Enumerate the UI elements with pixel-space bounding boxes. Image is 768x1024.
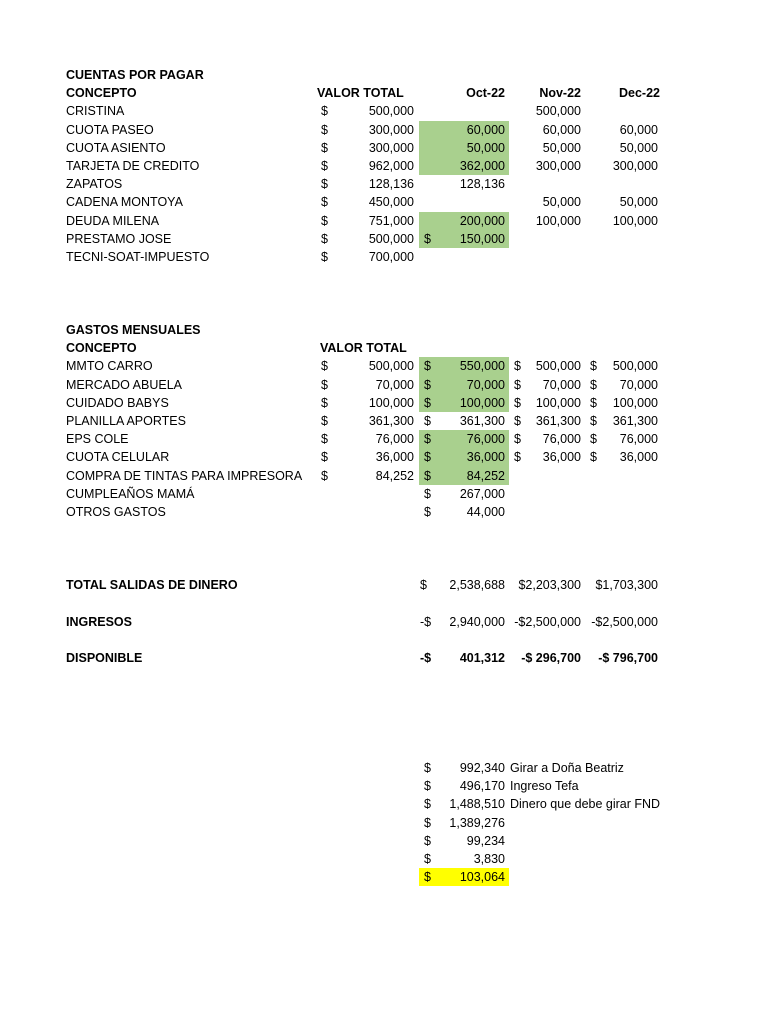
valor-total-value: 70,000 [375,377,414,392]
concept-label: CUOTA ASIENTO [66,140,166,155]
oct-value: 150,000 [459,231,505,246]
header-nov-22: Nov-22 [539,86,581,101]
valor-total-value: 962,000 [368,159,414,173]
extra-value: 1,389,276 [449,815,505,830]
valor-total-value: 751,000 [368,213,414,228]
currency-symbol: $ [424,797,431,812]
nov-value [521,467,581,485]
nov-value [521,485,581,503]
concept-label: MMTO CARRO [66,359,153,374]
oct-value: 70,000 [466,377,505,392]
currency-symbol: $ [321,177,328,192]
header-concepto: CONCEPTO [66,341,137,356]
header-valor-total: VALOR TOTAL [320,341,407,356]
extra-value: 992,340 [459,761,505,775]
extra-note: Girar a Doña Beatriz [510,761,624,775]
currency-symbol: $ [424,833,431,848]
currency-symbol: $ [424,505,431,519]
oct-value: 128,136 [459,177,505,192]
oct-value: 550,000 [459,359,505,374]
dec-value: 50,000 [619,195,658,210]
dec-value [598,485,658,503]
nov-value [501,175,581,193]
currency-symbol: $ [424,870,431,885]
total-nov-value: -$ 296,700 [521,651,581,665]
oct-value: 362,000 [459,159,505,173]
currency-symbol: $ [514,450,521,465]
extra-value: 103,064 [459,870,505,885]
valor-total-value: 500,000 [368,359,414,374]
currency-symbol: $ [424,852,431,866]
total-oct-value: 401,312 [459,651,505,665]
currency-symbol: $ [321,213,328,228]
total-dec-value: -$2,500,000 [591,615,658,629]
currency-symbol: $ [514,359,521,374]
nov-value: 76,000 [542,432,581,447]
valor-total-value: 500,000 [368,231,414,246]
oct-value [425,102,505,120]
valor-total-value: 300,000 [368,140,414,155]
valor-total-value: 700,000 [368,250,414,264]
dec-value [578,248,658,266]
valor-total-value: 361,300 [368,414,414,428]
nov-value: 50,000 [542,195,581,210]
dec-value: 361,300 [612,414,658,428]
currency-symbol: $ [321,104,328,119]
concept-label: CADENA MONTOYA [66,195,183,210]
section-title-cuentas: CUENTAS POR PAGAR [66,68,204,82]
currency-symbol: $ [424,450,431,465]
currency-symbol: $ [424,761,431,775]
total-nov-value: $2,203,300 [518,578,581,592]
currency-symbol: $ [321,231,328,246]
nov-value [501,248,581,266]
oct-value: 44,000 [466,505,505,519]
nov-value: 100,000 [535,395,581,410]
concept-label: MERCADO ABUELA [66,377,183,392]
total-dec-value: -$ 796,700 [598,651,658,665]
nov-value: 50,000 [542,140,581,155]
total-label: INGRESOS [66,615,132,629]
currency-symbol: $ [420,578,427,592]
section-title-gastos: GASTOS MENSUALES [66,323,201,337]
currency-symbol: $ [590,450,597,465]
nov-value: 70,000 [542,377,581,392]
concept-label: DEUDA MILENA [66,213,160,228]
header-valor-total: VALOR TOTAL [317,86,404,101]
oct-value: 36,000 [466,450,505,465]
total-oct-value: 2,940,000 [449,615,505,629]
currency-symbol: -$ [420,651,432,665]
currency-symbol: $ [424,432,431,447]
total-oct-value: 2,538,688 [449,578,505,592]
dec-value: 50,000 [619,140,658,155]
dec-value [598,467,658,485]
currency-symbol: $ [590,432,597,447]
concept-label: EPS COLE [66,432,129,447]
currency-symbol: $ [514,432,521,447]
valor-total-value: 300,000 [368,122,414,137]
header-concepto: CONCEPTO [66,86,137,101]
oct-value: 361,300 [459,414,505,428]
concept-label: COMPRA DE TINTAS PARA IMPRESORA [66,468,303,483]
oct-value: 200,000 [459,213,505,228]
nov-value: 300,000 [535,159,581,173]
currency-symbol: $ [424,815,431,830]
oct-value: 50,000 [466,140,505,155]
oct-value: 84,252 [466,468,505,483]
currency-symbol: $ [424,359,431,374]
dec-value: 300,000 [612,159,658,173]
nov-value: 361,300 [535,414,581,428]
concept-label: OTROS GASTOS [66,505,166,519]
dec-value: 100,000 [612,395,658,410]
currency-symbol: -$ [420,615,432,629]
dec-value: 36,000 [619,450,658,465]
extra-value: 496,170 [459,779,505,794]
valor-total-value: 500,000 [368,104,414,119]
dec-value: 76,000 [619,432,658,447]
concept-label: CUIDADO BABYS [66,395,169,410]
concept-label: PLANILLA APORTES [66,414,186,428]
currency-symbol: $ [424,377,431,392]
nov-value [521,503,581,521]
dec-value [578,230,658,248]
currency-symbol: $ [424,414,431,428]
oct-value [425,248,505,266]
valor-total-value: 76,000 [375,432,414,447]
currency-symbol: $ [514,377,521,392]
nov-value [501,230,581,248]
nov-value: 60,000 [542,122,581,137]
nov-value: 100,000 [535,213,581,228]
oct-value: 100,000 [459,395,505,410]
currency-symbol: $ [424,395,431,410]
concept-label: PRESTAMO JOSE [66,231,172,246]
concept-label: CRISTINA [66,104,125,119]
valor-total-value [334,503,414,521]
total-nov-value: -$2,500,000 [514,615,581,629]
currency-symbol: $ [424,231,431,246]
extra-value: 99,234 [466,833,505,848]
valor-total-value: 100,000 [368,395,414,410]
dec-value: 60,000 [619,122,658,137]
concept-label: CUOTA CELULAR [66,450,170,465]
oct-value: 267,000 [459,486,505,501]
oct-value: 60,000 [466,122,505,137]
concept-label: CUOTA PASEO [66,122,154,137]
dec-value [578,102,658,120]
currency-symbol: $ [321,250,328,264]
total-label: TOTAL SALIDAS DE DINERO [66,578,238,592]
extra-note: Ingreso Tefa [510,779,579,794]
oct-value: 76,000 [466,432,505,447]
dec-value: 70,000 [619,377,658,392]
valor-total-value [334,485,414,503]
concept-label: TECNI-SOAT-IMPUESTO [66,250,210,264]
concept-label: TARJETA DE CREDITO [66,159,200,173]
currency-symbol: $ [590,377,597,392]
extra-value: 3,830 [473,852,505,866]
extra-note: Dinero que debe girar FND [510,797,661,812]
currency-symbol: $ [424,779,431,794]
currency-symbol: $ [514,414,521,428]
header-dec-22: Dec-22 [619,86,660,101]
currency-symbol [321,485,333,503]
currency-symbol [321,503,333,521]
dec-value [578,175,658,193]
valor-total-value: 128,136 [368,177,414,192]
currency-symbol: $ [321,140,328,155]
currency-symbol: $ [321,377,328,392]
dec-value [598,503,658,521]
currency-symbol: $ [321,359,328,374]
currency-symbol: $ [424,486,431,501]
total-label: DISPONIBLE [66,651,143,665]
currency-symbol: $ [321,414,328,428]
valor-total-value: 84,252 [375,468,414,483]
currency-symbol: $ [321,195,328,210]
dec-value: 100,000 [612,213,658,228]
currency-symbol: $ [321,432,328,447]
currency-symbol: $ [321,395,328,410]
currency-symbol: $ [321,468,328,483]
currency-symbol: $ [590,359,597,374]
extra-value: 1,488,510 [449,797,505,812]
currency-symbol: $ [321,450,328,465]
total-dec-value: $1,703,300 [595,578,658,592]
header-oct-22: Oct-22 [466,86,505,101]
oct-value [425,193,505,211]
dec-value: 500,000 [612,359,658,374]
currency-symbol: $ [424,468,431,483]
nov-value: 36,000 [542,450,581,465]
concept-label: CUMPLEAÑOS MAMÁ [66,486,195,501]
nov-value: 500,000 [535,104,581,119]
valor-total-value: 450,000 [368,195,414,210]
concept-label: ZAPATOS [66,177,123,192]
currency-symbol: $ [514,395,521,410]
currency-symbol: $ [590,414,597,428]
nov-value: 500,000 [535,359,581,374]
currency-symbol: $ [321,159,328,173]
currency-symbol: $ [590,395,597,410]
currency-symbol: $ [321,122,328,137]
valor-total-value: 36,000 [375,450,414,465]
